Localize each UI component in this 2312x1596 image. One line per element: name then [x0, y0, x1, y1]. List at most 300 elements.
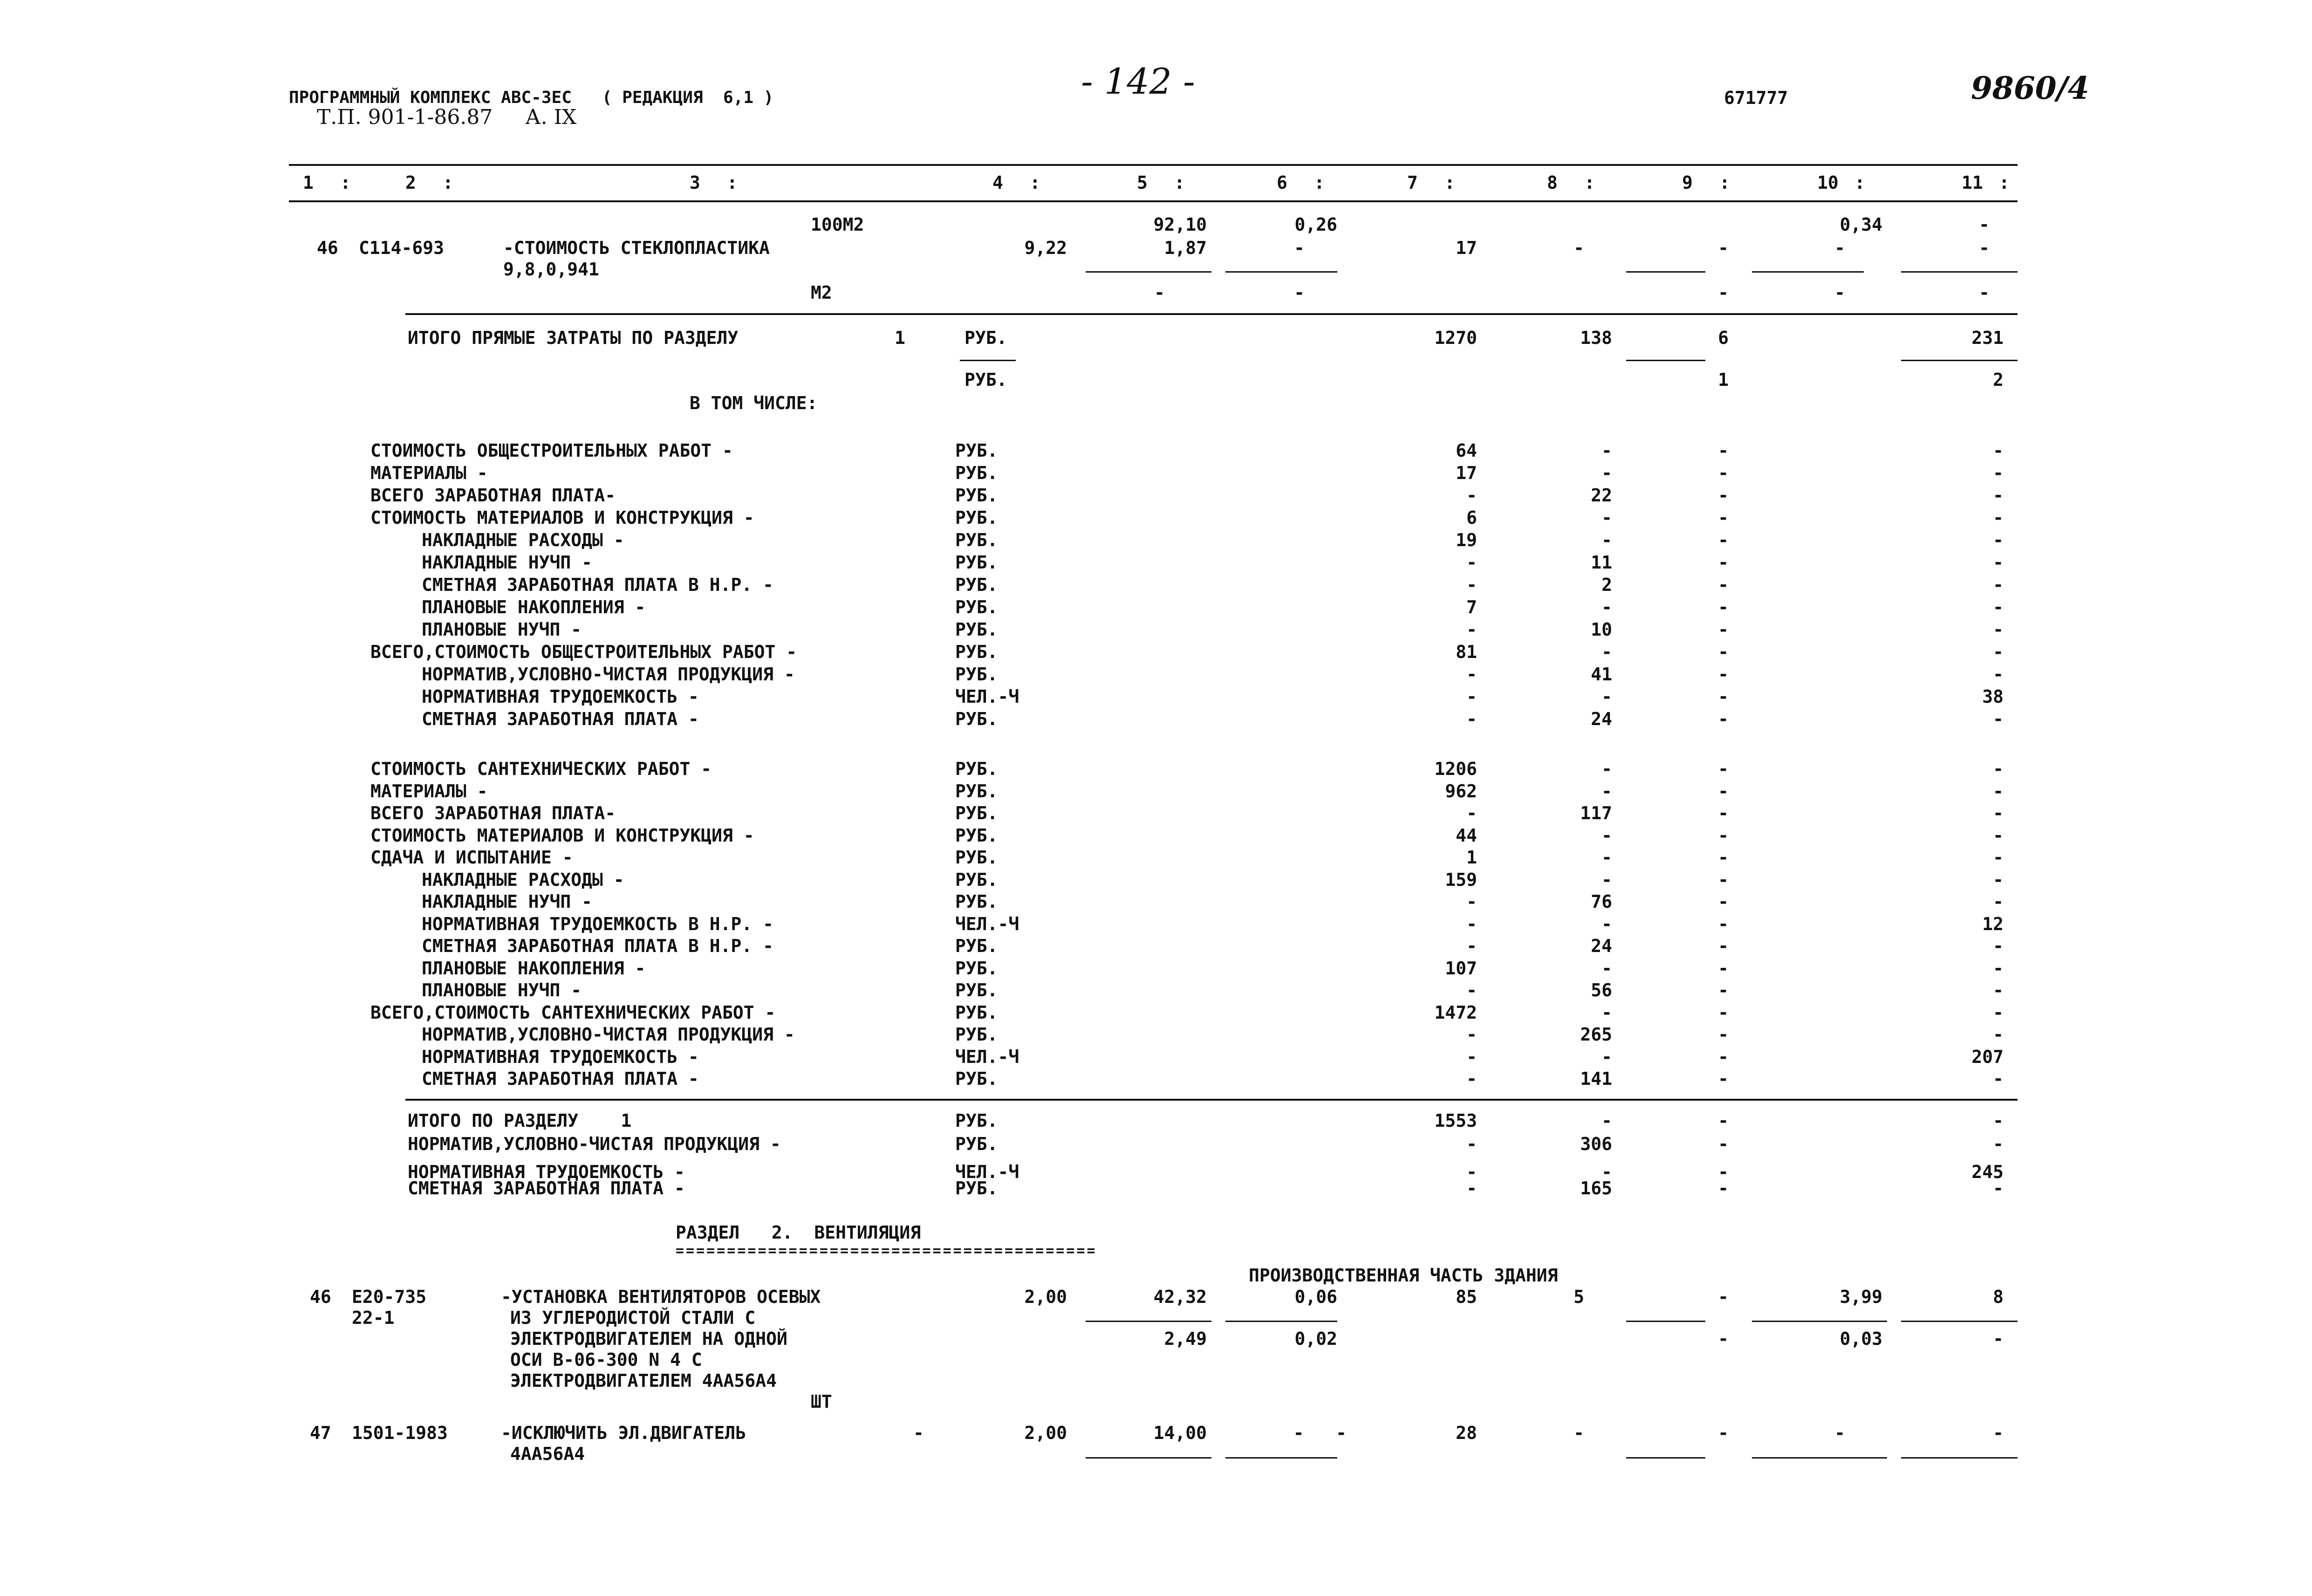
- cell: -: [1601, 642, 1612, 662]
- cell: -: [1718, 619, 1729, 640]
- cell: 81: [1456, 642, 1477, 662]
- cell: 1: [1466, 847, 1477, 868]
- cell: -: [1993, 440, 2004, 461]
- section2-title: РАЗДЕЛ 2. ВЕНТИЛЯЦИЯ: [676, 1222, 921, 1243]
- cell: -: [1718, 597, 1729, 617]
- divider: [960, 360, 1016, 361]
- line-unit: ЧЕЛ.-Ч: [955, 1046, 1019, 1067]
- row-number: 46: [317, 238, 338, 258]
- divider: [1901, 1457, 2018, 1459]
- cell: -: [1993, 1423, 2004, 1443]
- table-top-rule: [289, 164, 2018, 166]
- column-header: 9: [1682, 172, 1693, 193]
- cell: -: [1718, 1024, 1729, 1045]
- cell: 24: [1591, 709, 1612, 729]
- divider: [1901, 360, 2018, 361]
- cell: -: [1993, 759, 2004, 779]
- line-unit: РУБ.: [955, 619, 998, 640]
- line-unit: РУБ.: [955, 759, 998, 779]
- line-unit: РУБ.: [955, 958, 998, 979]
- cell: -: [1993, 463, 2004, 483]
- cell: 44: [1456, 825, 1477, 846]
- cell: -: [1573, 1423, 1584, 1443]
- line-label: НОРМАТИВНАЯ ТРУДОЕМКОСТЬ В Н.Р. -: [422, 913, 773, 934]
- item-name-line: ОСИ В-06-300 N 4 С: [510, 1349, 702, 1370]
- cell: 17: [1456, 463, 1477, 483]
- cell: 245: [1971, 1162, 2004, 1182]
- cell: 14,00: [1153, 1423, 1207, 1443]
- section2-subheader: ПРОИЗВОДСТВЕННАЯ ЧАСТЬ ЗДАНИЯ: [1249, 1265, 1558, 1286]
- cell: -: [1834, 282, 1845, 303]
- cell: -: [1979, 214, 1990, 235]
- cell: -: [1601, 847, 1612, 868]
- row-code: С114-693: [359, 238, 445, 258]
- archive-number: 9860/4: [1971, 70, 2089, 106]
- column-separator: :: [1444, 172, 1455, 193]
- cell: -: [1466, 485, 1477, 506]
- cell: -: [1601, 781, 1612, 801]
- column-header: 7: [1407, 172, 1418, 193]
- cell: - -: [1293, 1423, 1347, 1443]
- line-label: НОРМАТИВНАЯ ТРУДОЕМКОСТЬ -: [422, 686, 699, 707]
- cell: -: [1466, 913, 1477, 934]
- item-name-line: ИЗ УГЛЕРОДИСТОЙ СТАЛИ С: [510, 1308, 756, 1328]
- document-code: 671777: [1724, 88, 1788, 108]
- cell: 107: [1445, 958, 1477, 979]
- line-unit: ЧЕЛ.-Ч: [955, 686, 1019, 707]
- column-separator: :: [1719, 172, 1730, 193]
- cell: -: [1466, 575, 1477, 595]
- line-unit: РУБ.: [955, 463, 998, 483]
- cell: 12: [1982, 913, 2004, 934]
- divider: [1086, 271, 1211, 273]
- line-label: СМЕТНАЯ ЗАРАБОТНАЯ ПЛАТА В Н.Р. -: [422, 575, 773, 595]
- cell: -: [1718, 463, 1729, 483]
- column-separator: :: [1314, 172, 1325, 193]
- cell: 7: [1466, 597, 1477, 617]
- cell: 6: [1466, 507, 1477, 528]
- line-label: НАКЛАДНЫЕ НУЧП -: [422, 891, 593, 912]
- line-unit: РУБ.: [955, 530, 998, 550]
- line-label: ПЛАНОВЫЕ НУЧП -: [422, 980, 582, 1000]
- unit-label: М2: [811, 282, 832, 303]
- line-label: ПЛАНОВЫЕ НАКОПЛЕНИЯ -: [422, 958, 646, 979]
- cell: -: [1993, 575, 2004, 595]
- cell: -: [1294, 238, 1305, 258]
- line-label: СМЕТНАЯ ЗАРАБОТНАЯ ПЛАТА -: [422, 709, 699, 729]
- cell: -: [1601, 530, 1612, 550]
- column-header: 11: [1962, 172, 1983, 193]
- column-header: 2: [405, 172, 416, 193]
- cell: -: [1601, 958, 1612, 979]
- cell: -: [1718, 1287, 1729, 1307]
- cell: -: [1993, 619, 2004, 640]
- total-direct-section: 1: [895, 328, 905, 348]
- total-rule: [405, 313, 2018, 315]
- column-header: 4: [992, 172, 1003, 193]
- project-code: Т.П. 901-1-86.87 А. IX: [317, 105, 577, 129]
- unit-label: 100М2: [811, 214, 864, 235]
- cell: -: [1466, 1069, 1477, 1089]
- line-label: НАКЛАДНЫЕ НУЧП -: [422, 552, 593, 573]
- cell: -: [1993, 803, 2004, 823]
- including-label: В ТОМ ЧИСЛЕ:: [690, 393, 818, 413]
- total-direct-unit: РУБ.: [964, 328, 1007, 348]
- cell: 6: [1718, 328, 1729, 348]
- cell: -: [1718, 664, 1729, 685]
- item-name-line: -ИСКЛЮЧИТЬ ЭЛ.ДВИГАТЕЛЬ: [501, 1423, 746, 1443]
- total-label: СМЕТНАЯ ЗАРАБОТНАЯ ПЛАТА -: [408, 1178, 685, 1199]
- column-separator: :: [443, 172, 453, 193]
- line-unit: РУБ.: [955, 936, 998, 956]
- line-label: СТОИМОСТЬ САНТЕХНИЧЕСКИХ РАБОТ -: [370, 759, 712, 779]
- cell: -: [1993, 936, 2004, 956]
- item-name-line: ЭЛЕКТРОДВИГАТЕЛЕМ 4АА56А4: [510, 1370, 777, 1391]
- cell: 76: [1591, 891, 1612, 912]
- cell: -: [1993, 1329, 2004, 1349]
- cell: 1472: [1434, 1002, 1477, 1023]
- row-name-cont: 9,8,0,941: [503, 259, 599, 280]
- cell: 159: [1445, 869, 1477, 890]
- cell: -: [1718, 238, 1729, 258]
- column-separator: :: [1174, 172, 1185, 193]
- cell: 207: [1971, 1046, 2004, 1067]
- cell: -: [1718, 686, 1729, 707]
- line-unit: РУБ.: [955, 1024, 998, 1045]
- cell: -: [1979, 282, 1990, 303]
- cell: -: [1466, 619, 1477, 640]
- cell: 1270: [1434, 328, 1477, 348]
- total-label: НОРМАТИВ,УСЛОВНО-ЧИСТАЯ ПРОДУКЦИЯ -: [408, 1134, 781, 1154]
- cell: 28: [1456, 1423, 1477, 1443]
- cell: -: [1154, 282, 1165, 303]
- line-label: НОРМАТИВ,УСЛОВНО-ЧИСТАЯ ПРОДУКЦИЯ -: [422, 664, 795, 685]
- cell: -: [1993, 1110, 2004, 1131]
- cell: 0,06: [1294, 1287, 1337, 1307]
- cell: -: [1466, 891, 1477, 912]
- cell: -: [1993, 507, 2004, 528]
- column-separator: :: [1030, 172, 1040, 193]
- cell: -: [1573, 238, 1584, 258]
- cell: 85: [1456, 1287, 1477, 1307]
- cell: 165: [1580, 1178, 1612, 1199]
- line-unit: РУБ.: [955, 485, 998, 506]
- cell: -: [1718, 575, 1729, 595]
- cell: -: [1601, 759, 1612, 779]
- column-separator: :: [1584, 172, 1595, 193]
- cell: 1206: [1434, 759, 1477, 779]
- divider: [1752, 1321, 1887, 1322]
- line-label: ВСЕГО,СТОИМОСТЬ САНТЕХНИЧЕСКИХ РАБОТ -: [370, 1002, 776, 1023]
- cell: -: [1601, 463, 1612, 483]
- section2-underline: =========================================: [676, 1243, 1097, 1259]
- cell: -: [1718, 781, 1729, 801]
- cell: 10: [1591, 619, 1612, 640]
- divider: [1086, 1457, 1211, 1459]
- cell: 1553: [1434, 1110, 1477, 1131]
- cell: -: [1718, 803, 1729, 823]
- divider: [1225, 1457, 1337, 1459]
- column-header: 3: [690, 172, 700, 193]
- total-unit: РУБ.: [955, 1110, 998, 1131]
- line-unit: РУБ.: [955, 552, 998, 573]
- divider: [1086, 1321, 1211, 1322]
- cell: -: [1601, 825, 1612, 846]
- cell: -: [913, 1423, 924, 1443]
- cell: 2: [1601, 575, 1612, 595]
- line-unit: РУБ.: [955, 891, 998, 912]
- line-unit: РУБ.: [955, 575, 998, 595]
- cell: -: [1993, 1069, 2004, 1089]
- total-direct-label: ИТОГО ПРЯМЫЕ ЗАТРАТЫ ПО РАЗДЕЛУ: [408, 328, 739, 348]
- cell: -: [1718, 759, 1729, 779]
- cell: -: [1466, 980, 1477, 1000]
- cell: -: [1466, 552, 1477, 573]
- cell: -: [1466, 1178, 1477, 1199]
- divider: [1626, 1321, 1705, 1322]
- cell: -: [1993, 1178, 2004, 1199]
- cell: -: [1993, 485, 2004, 506]
- cell: 138: [1580, 328, 1612, 348]
- cell: -: [1993, 530, 2004, 550]
- cell: 2,00: [1024, 1423, 1067, 1443]
- line-unit: РУБ.: [955, 803, 998, 823]
- line-label: СДАЧА И ИСПЫТАНИЕ -: [370, 847, 573, 868]
- cell: -: [1718, 1178, 1729, 1199]
- divider: [1752, 1457, 1887, 1459]
- cell: -: [1993, 1024, 2004, 1045]
- cell: -: [1718, 1046, 1729, 1067]
- cell: 92,10: [1153, 214, 1207, 235]
- cell: -: [1993, 664, 2004, 685]
- cell: -: [1718, 552, 1729, 573]
- cell: 3,99: [1840, 1287, 1882, 1307]
- line-label: ПЛАНОВЫЕ НАКОПЛЕНИЯ -: [422, 597, 646, 617]
- program-title: ПРОГРАММНЫЙ КОМПЛЕКС АВС-ЗЕС ( РЕДАКЦИЯ 6,1 ): [289, 88, 774, 107]
- cell: -: [1993, 552, 2004, 573]
- item-name-line: 4АА56А4: [510, 1444, 585, 1464]
- cell: -: [1993, 642, 2004, 662]
- column-separator: :: [727, 172, 738, 193]
- cell: 8: [1993, 1287, 2004, 1307]
- row-name: -СТОИМОСТЬ СТЕКЛОПЛАСТИКА: [503, 238, 770, 258]
- cell: -: [1466, 686, 1477, 707]
- line-label: НОРМАТИВНАЯ ТРУДОЕМКОСТЬ -: [422, 1046, 699, 1067]
- line-unit: РУБ.: [955, 507, 998, 528]
- line-label: МАТЕРИАЛЫ -: [370, 463, 488, 483]
- cell: -: [1993, 1134, 2004, 1154]
- line-unit: РУБ.: [955, 642, 998, 662]
- cell: 1,87: [1164, 238, 1207, 258]
- item-name-line: ЭЛЕКТРОДВИГАТЕЛЕМ НА ОДНОЙ: [510, 1329, 787, 1349]
- cell: -: [1718, 530, 1729, 550]
- divider: [1626, 271, 1705, 273]
- cell: -: [1834, 1423, 1845, 1443]
- cell: 231: [1971, 328, 2004, 348]
- line-unit: РУБ.: [955, 781, 998, 801]
- cell: -: [1718, 958, 1729, 979]
- cell: 0,03: [1840, 1329, 1882, 1349]
- column-header: 10: [1817, 172, 1839, 193]
- cell: 306: [1580, 1134, 1612, 1154]
- line-label: НАКЛАДНЫЕ РАСХОДЫ -: [422, 530, 624, 550]
- line-label: СМЕТНАЯ ЗАРАБОТНАЯ ПЛАТА -: [422, 1069, 699, 1089]
- cell: -: [1718, 1162, 1729, 1182]
- cell: 117: [1580, 803, 1612, 823]
- line-label: СТОИМОСТЬ МАТЕРИАЛОВ И КОНСТРУКЦИЯ -: [370, 825, 754, 846]
- divider: [1752, 271, 1864, 273]
- column-header: 6: [1277, 172, 1287, 193]
- cell: -: [1718, 1329, 1729, 1349]
- column-separator: :: [1999, 172, 2010, 193]
- cell: 38: [1982, 686, 2004, 707]
- line-label: ПЛАНОВЫЕ НУЧП -: [422, 619, 582, 640]
- cell: -: [1718, 642, 1729, 662]
- cell: -: [1466, 664, 1477, 685]
- cell: -: [1466, 936, 1477, 956]
- section-total-rule: [405, 1099, 2018, 1101]
- cell: -: [1718, 1423, 1729, 1443]
- cell: 56: [1591, 980, 1612, 1000]
- line-label: НАКЛАДНЫЕ РАСХОДЫ -: [422, 869, 624, 890]
- divider: [1626, 1457, 1705, 1459]
- cell: 0,02: [1294, 1329, 1337, 1349]
- cell: 11: [1591, 552, 1612, 573]
- table-header-rule: [289, 200, 2018, 202]
- cell: -: [1718, 847, 1729, 868]
- page-number: - 142 -: [1081, 61, 1195, 102]
- divider: [1901, 1321, 2018, 1322]
- cell: -: [1718, 1002, 1729, 1023]
- line-unit: РУБ.: [955, 869, 998, 890]
- cell: -: [1601, 507, 1612, 528]
- cell: -: [1601, 1110, 1612, 1131]
- cell: -: [1601, 1046, 1612, 1067]
- cell: -: [1718, 913, 1729, 934]
- cell: -: [1718, 709, 1729, 729]
- cell: 2,49: [1164, 1329, 1207, 1349]
- divider: [1225, 1321, 1337, 1322]
- cell: 962: [1445, 781, 1477, 801]
- item-name-line: -УСТАНОВКА ВЕНТИЛЯТОРОВ ОСЕВЫХ: [501, 1287, 821, 1307]
- cell: -: [1718, 507, 1729, 528]
- cell: -: [1993, 709, 2004, 729]
- cell: -: [1718, 440, 1729, 461]
- cell: -: [1718, 1069, 1729, 1089]
- divider: [1901, 271, 2018, 273]
- divider: [1225, 271, 1337, 273]
- line-label: ВСЕГО ЗАРАБОТНАЯ ПЛАТА-: [370, 803, 616, 823]
- cell: -: [1466, 1046, 1477, 1067]
- cell: -: [1718, 485, 1729, 506]
- cell: 141: [1580, 1069, 1612, 1089]
- item-code2: 22-1: [352, 1308, 395, 1328]
- line-label: СМЕТНАЯ ЗАРАБОТНАЯ ПЛАТА В Н.Р. -: [422, 936, 773, 956]
- cell: 42,32: [1153, 1287, 1207, 1307]
- cell: -: [1601, 913, 1612, 934]
- cell: -: [1993, 597, 2004, 617]
- column-header: 5: [1137, 172, 1148, 193]
- cell: -: [1601, 597, 1612, 617]
- cell: -: [1718, 1134, 1729, 1154]
- cell: -: [1993, 781, 2004, 801]
- cell: -: [1993, 980, 2004, 1000]
- total-unit: ЧЕЛ.-Ч: [955, 1162, 1019, 1182]
- cell: -: [1601, 1002, 1612, 1023]
- cell: 265: [1580, 1024, 1612, 1045]
- cell: -: [1718, 1110, 1729, 1131]
- cell: -: [1993, 1002, 2004, 1023]
- total-direct-unit2: РУБ.: [964, 370, 1007, 390]
- cell: -: [1718, 980, 1729, 1000]
- cell: -: [1601, 869, 1612, 890]
- cell: -: [1466, 1162, 1477, 1182]
- cell: -: [1718, 869, 1729, 890]
- cell: 24: [1591, 936, 1612, 956]
- line-unit: РУБ.: [955, 1002, 998, 1023]
- cell: 22: [1591, 485, 1612, 506]
- cell: -: [1718, 891, 1729, 912]
- cell: 0,26: [1294, 214, 1337, 235]
- cell: -: [1601, 1162, 1612, 1182]
- total-label: НОРМАТИВНАЯ ТРУДОЕМКОСТЬ -: [408, 1162, 685, 1182]
- line-unit: РУБ.: [955, 847, 998, 868]
- cell: 17: [1456, 238, 1477, 258]
- total-label: ИТОГО ПО РАЗДЕЛУ 1: [408, 1110, 632, 1131]
- cell: -: [1993, 847, 2004, 868]
- line-unit: РУБ.: [955, 597, 998, 617]
- cell: -: [1993, 869, 2004, 890]
- item-code: Е20-735: [352, 1287, 427, 1307]
- line-label: МАТЕРИАЛЫ -: [370, 781, 488, 801]
- cell: 5: [1573, 1287, 1584, 1307]
- column-header: 8: [1547, 172, 1558, 193]
- cell: -: [1979, 238, 1990, 258]
- cell: -: [1993, 825, 2004, 846]
- line-unit: РУБ.: [955, 664, 998, 685]
- cell: -: [1718, 282, 1729, 303]
- cell: 1: [1718, 370, 1729, 390]
- cell: -: [1294, 282, 1305, 303]
- cell: 41: [1591, 664, 1612, 685]
- cell: -: [1993, 958, 2004, 979]
- item-code: 1501-1983: [352, 1423, 448, 1443]
- cell: -: [1718, 936, 1729, 956]
- cell: 64: [1456, 440, 1477, 461]
- line-unit: РУБ.: [955, 709, 998, 729]
- line-label: ВСЕГО ЗАРАБОТНАЯ ПЛАТА-: [370, 485, 616, 506]
- cell: -: [1466, 1134, 1477, 1154]
- cell: 0,34: [1840, 214, 1882, 235]
- cell: 2: [1993, 370, 2004, 390]
- line-unit: РУБ.: [955, 825, 998, 846]
- line-unit: РУБ.: [955, 440, 998, 461]
- cell: 9,22: [1024, 238, 1067, 258]
- line-label: СТОИМОСТЬ МАТЕРИАЛОВ И КОНСТРУКЦИЯ -: [370, 507, 754, 528]
- cell: 19: [1456, 530, 1477, 550]
- divider: [1626, 360, 1705, 361]
- cell: -: [1834, 238, 1845, 258]
- cell: -: [1601, 686, 1612, 707]
- line-label: ВСЕГО,СТОИМОСТЬ ОБЩЕСТРОИТЕЛЬНЫХ РАБОТ -: [370, 642, 797, 662]
- total-unit: РУБ.: [955, 1134, 998, 1154]
- column-header: 1: [303, 172, 314, 193]
- line-unit: РУБ.: [955, 1069, 998, 1089]
- line-unit: ЧЕЛ.-Ч: [955, 913, 1019, 934]
- line-label: НОРМАТИВ,УСЛОВНО-ЧИСТАЯ ПРОДУКЦИЯ -: [422, 1024, 795, 1045]
- cell: 2,00: [1024, 1287, 1067, 1307]
- cell: -: [1993, 891, 2004, 912]
